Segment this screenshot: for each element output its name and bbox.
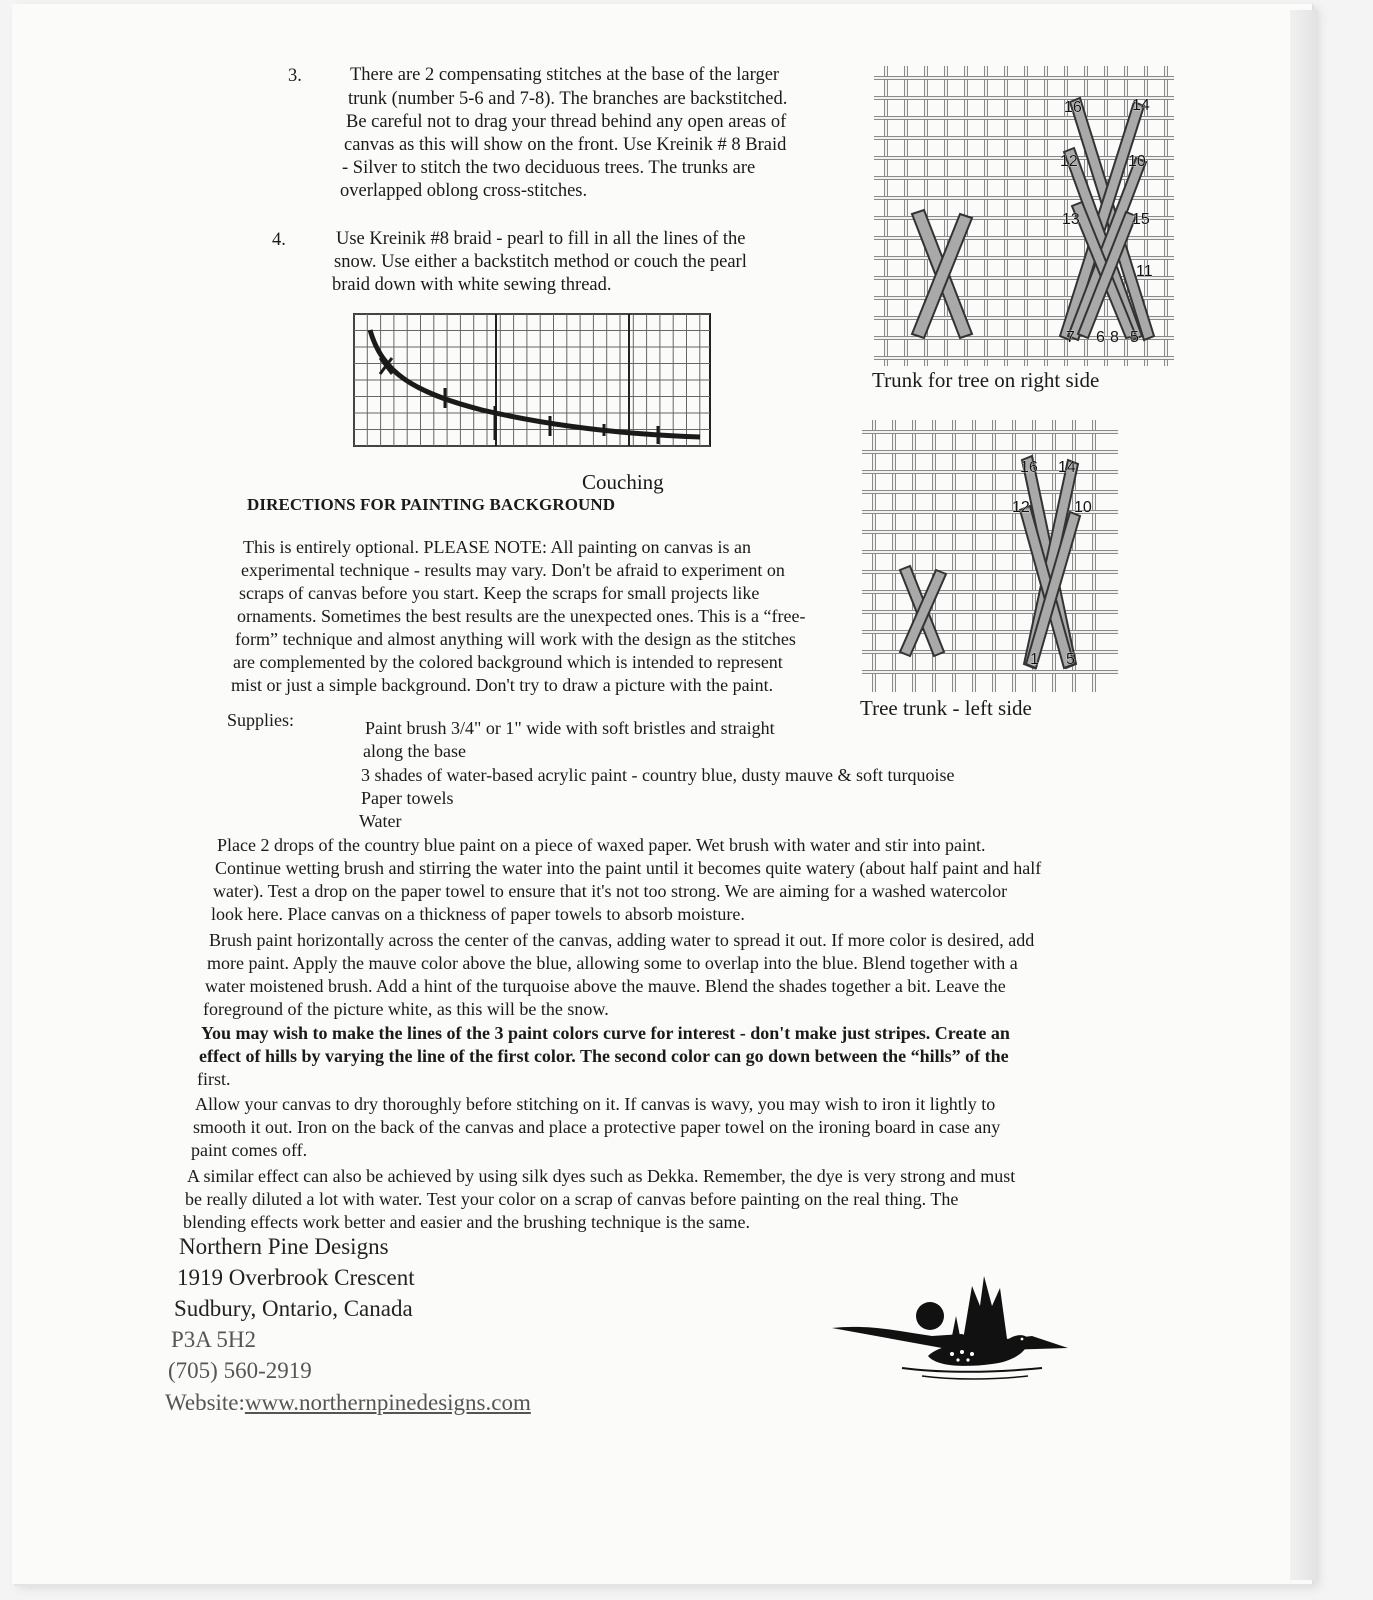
step-3-line-6: overlapped oblong cross-stitches. [340, 181, 588, 201]
para4-line-1: Allow your canvas to dry thoroughly before stitching on it. If canvas is wavy, you may wish to iron it lightly to [195, 1094, 996, 1114]
couching-diagram [352, 312, 714, 450]
postal-code: P3A 5H2 [171, 1327, 256, 1352]
left-label-10: 10 [1074, 499, 1092, 516]
para2-line-2: more paint. Apply the mauve color above the blue, allowing some to overlap into the blue. Blend together with a [207, 953, 1018, 973]
left-label-1: 1 [1030, 651, 1039, 668]
para1-line-1: Place 2 drops of the country blue paint on a piece of waxed paper. Wet brush with water and stir into paint. [217, 835, 986, 855]
right-label-12: 12 [1060, 153, 1078, 170]
step-3-line-2: trunk (number 5-6 and 7-8). The branches are backstitched. [348, 89, 788, 109]
intro-line-3: scraps of canvas before you start. Keep the scraps for small projects like [239, 583, 760, 603]
right-label-16: 16 [1064, 99, 1082, 116]
right-label-11: 11 [1136, 263, 1153, 280]
step-3-line-1: There are 2 compensating stitches at the base of the larger [350, 65, 780, 85]
intro-line-5: form” technique and almost anything will work with the design as the stitches [235, 629, 796, 649]
supply-4: Water [359, 811, 402, 831]
right-label-15: 15 [1132, 211, 1150, 228]
step-4-number: 4. [272, 230, 286, 250]
supply-3: Paper towels [361, 788, 454, 808]
intro-line-7: mist or just a simple background. Don't try to draw a picture with the paint. [231, 675, 774, 695]
right-label-6: 6 [1096, 329, 1105, 346]
supplies-label: Supplies: [227, 710, 295, 730]
company-name: Northern Pine Designs [179, 1234, 389, 1259]
street-address: 1919 Overbrook Crescent [177, 1265, 415, 1290]
para1-line-2: Continue wetting brush and stirring the water into the paint until it becomes quite watery (about half paint and half [215, 858, 1042, 878]
loon-pine-sun-logo-icon [832, 1276, 1068, 1396]
para2-line-4: foreground of the picture white, as this will be the snow. [203, 999, 609, 1019]
right-label-10: 10 [1128, 153, 1146, 170]
left-trunk-caption: Tree trunk - left side [860, 696, 1032, 720]
supply-2: 3 shades of water-based acrylic paint - country blue, dusty mauve & soft turquoise [361, 765, 955, 785]
para5-line-3: blending effects work better and easier and the brushing technique is the same. [183, 1212, 750, 1232]
step-4-line-1: Use Kreinik #8 braid - pearl to fill in all the lines of the [336, 229, 746, 249]
couching-caption: Couching [582, 470, 664, 494]
right-label-5: 5 [1130, 329, 1139, 346]
para2-line-3: water moistened brush. Add a hint of the turquoise above the mauve. Blend the shades together a bit. Leave the [205, 976, 1006, 996]
right-label-8: 8 [1110, 329, 1119, 346]
para3-line-2: effect of hills by varying the line of the first color. The second color can go down between the “hills” of the [199, 1046, 1009, 1066]
website-line [165, 1390, 531, 1416]
website-label: Website: [165, 1390, 245, 1415]
step-3-line-3: Be careful not to drag your thread behind any open areas of [346, 112, 787, 132]
intro-line-4: ornaments. Sometimes the best results are the unexpected ones. This is a “free- [237, 606, 806, 626]
left-label-16: 16 [1020, 459, 1038, 476]
paper-edge [1290, 10, 1318, 1580]
para5-line-1: A similar effect can also be achieved by using silk dyes such as Dekka. Remember, the dye is very strong and must [187, 1166, 1016, 1186]
step-4-line-3: braid down with white sewing thread. [332, 275, 612, 295]
supply-1-cont: along the base [363, 741, 466, 761]
painting-heading: DIRECTIONS FOR PAINTING BACKGROUND [247, 495, 616, 514]
para3-line-3: first. [197, 1069, 231, 1089]
right-label-13: 13 [1062, 211, 1080, 228]
para4-line-2: smooth it out. Iron on the back of the canvas and place a protective paper towel on the ironing board in case any [193, 1117, 1001, 1137]
step-3-line-5: - Silver to stitch the two deciduous trees. The trunks are [342, 158, 756, 178]
para4-line-3: paint comes off. [191, 1140, 308, 1160]
right-label-7: 7 [1066, 329, 1075, 346]
left-label-14: 14 [1058, 459, 1076, 476]
left-label-5: 5 [1066, 651, 1075, 668]
right-label-14: 14 [1132, 97, 1150, 114]
right-trunk-caption: Trunk for tree on right side [872, 368, 1100, 392]
para3-line-1: You may wish to make the lines of the 3 paint colors curve for interest - don't make just stripes. Create an [201, 1023, 1010, 1043]
para1-line-3: water). Test a drop on the paper towel to ensure that it's not too strong. We are aiming for a washed watercolor [213, 881, 1008, 901]
right-trunk-diagram [874, 66, 1174, 366]
intro-line-1: This is entirely optional. PLEASE NOTE: All painting on canvas is an [243, 537, 751, 557]
website-link[interactable]: www.northernpinedesigns.com [244, 1390, 531, 1415]
para1-line-4: look here. Place canvas on a thickness of paper towels to absorb moisture. [211, 904, 745, 924]
para2-line-1: Brush paint horizontally across the center of the canvas, adding water to spread it out. If more color is desired, add [209, 930, 1035, 950]
city-address: Sudbury, Ontario, Canada [174, 1296, 413, 1321]
step-3-line-4: canvas as this will show on the front. Use Kreinik # 8 Braid [344, 135, 787, 155]
phone-number: (705) 560-2919 [168, 1358, 312, 1383]
para5-line-2: be really diluted a lot with water. Test your color on a scrap of canvas before painting on the real thing. The [185, 1189, 959, 1209]
left-trunk-diagram [862, 420, 1118, 692]
step-3-number: 3. [288, 66, 302, 86]
intro-line-2: experimental technique - results may vary. Don't be afraid to experiment on [241, 560, 785, 580]
left-label-12: 12 [1012, 499, 1030, 516]
step-4-line-2: snow. Use either a backstitch method or couch the pearl [334, 252, 747, 272]
intro-line-6: are complemented by the colored background which is intended to represent [233, 652, 783, 672]
supply-1: Paint brush 3/4" or 1" wide with soft bristles and straight [365, 718, 775, 738]
